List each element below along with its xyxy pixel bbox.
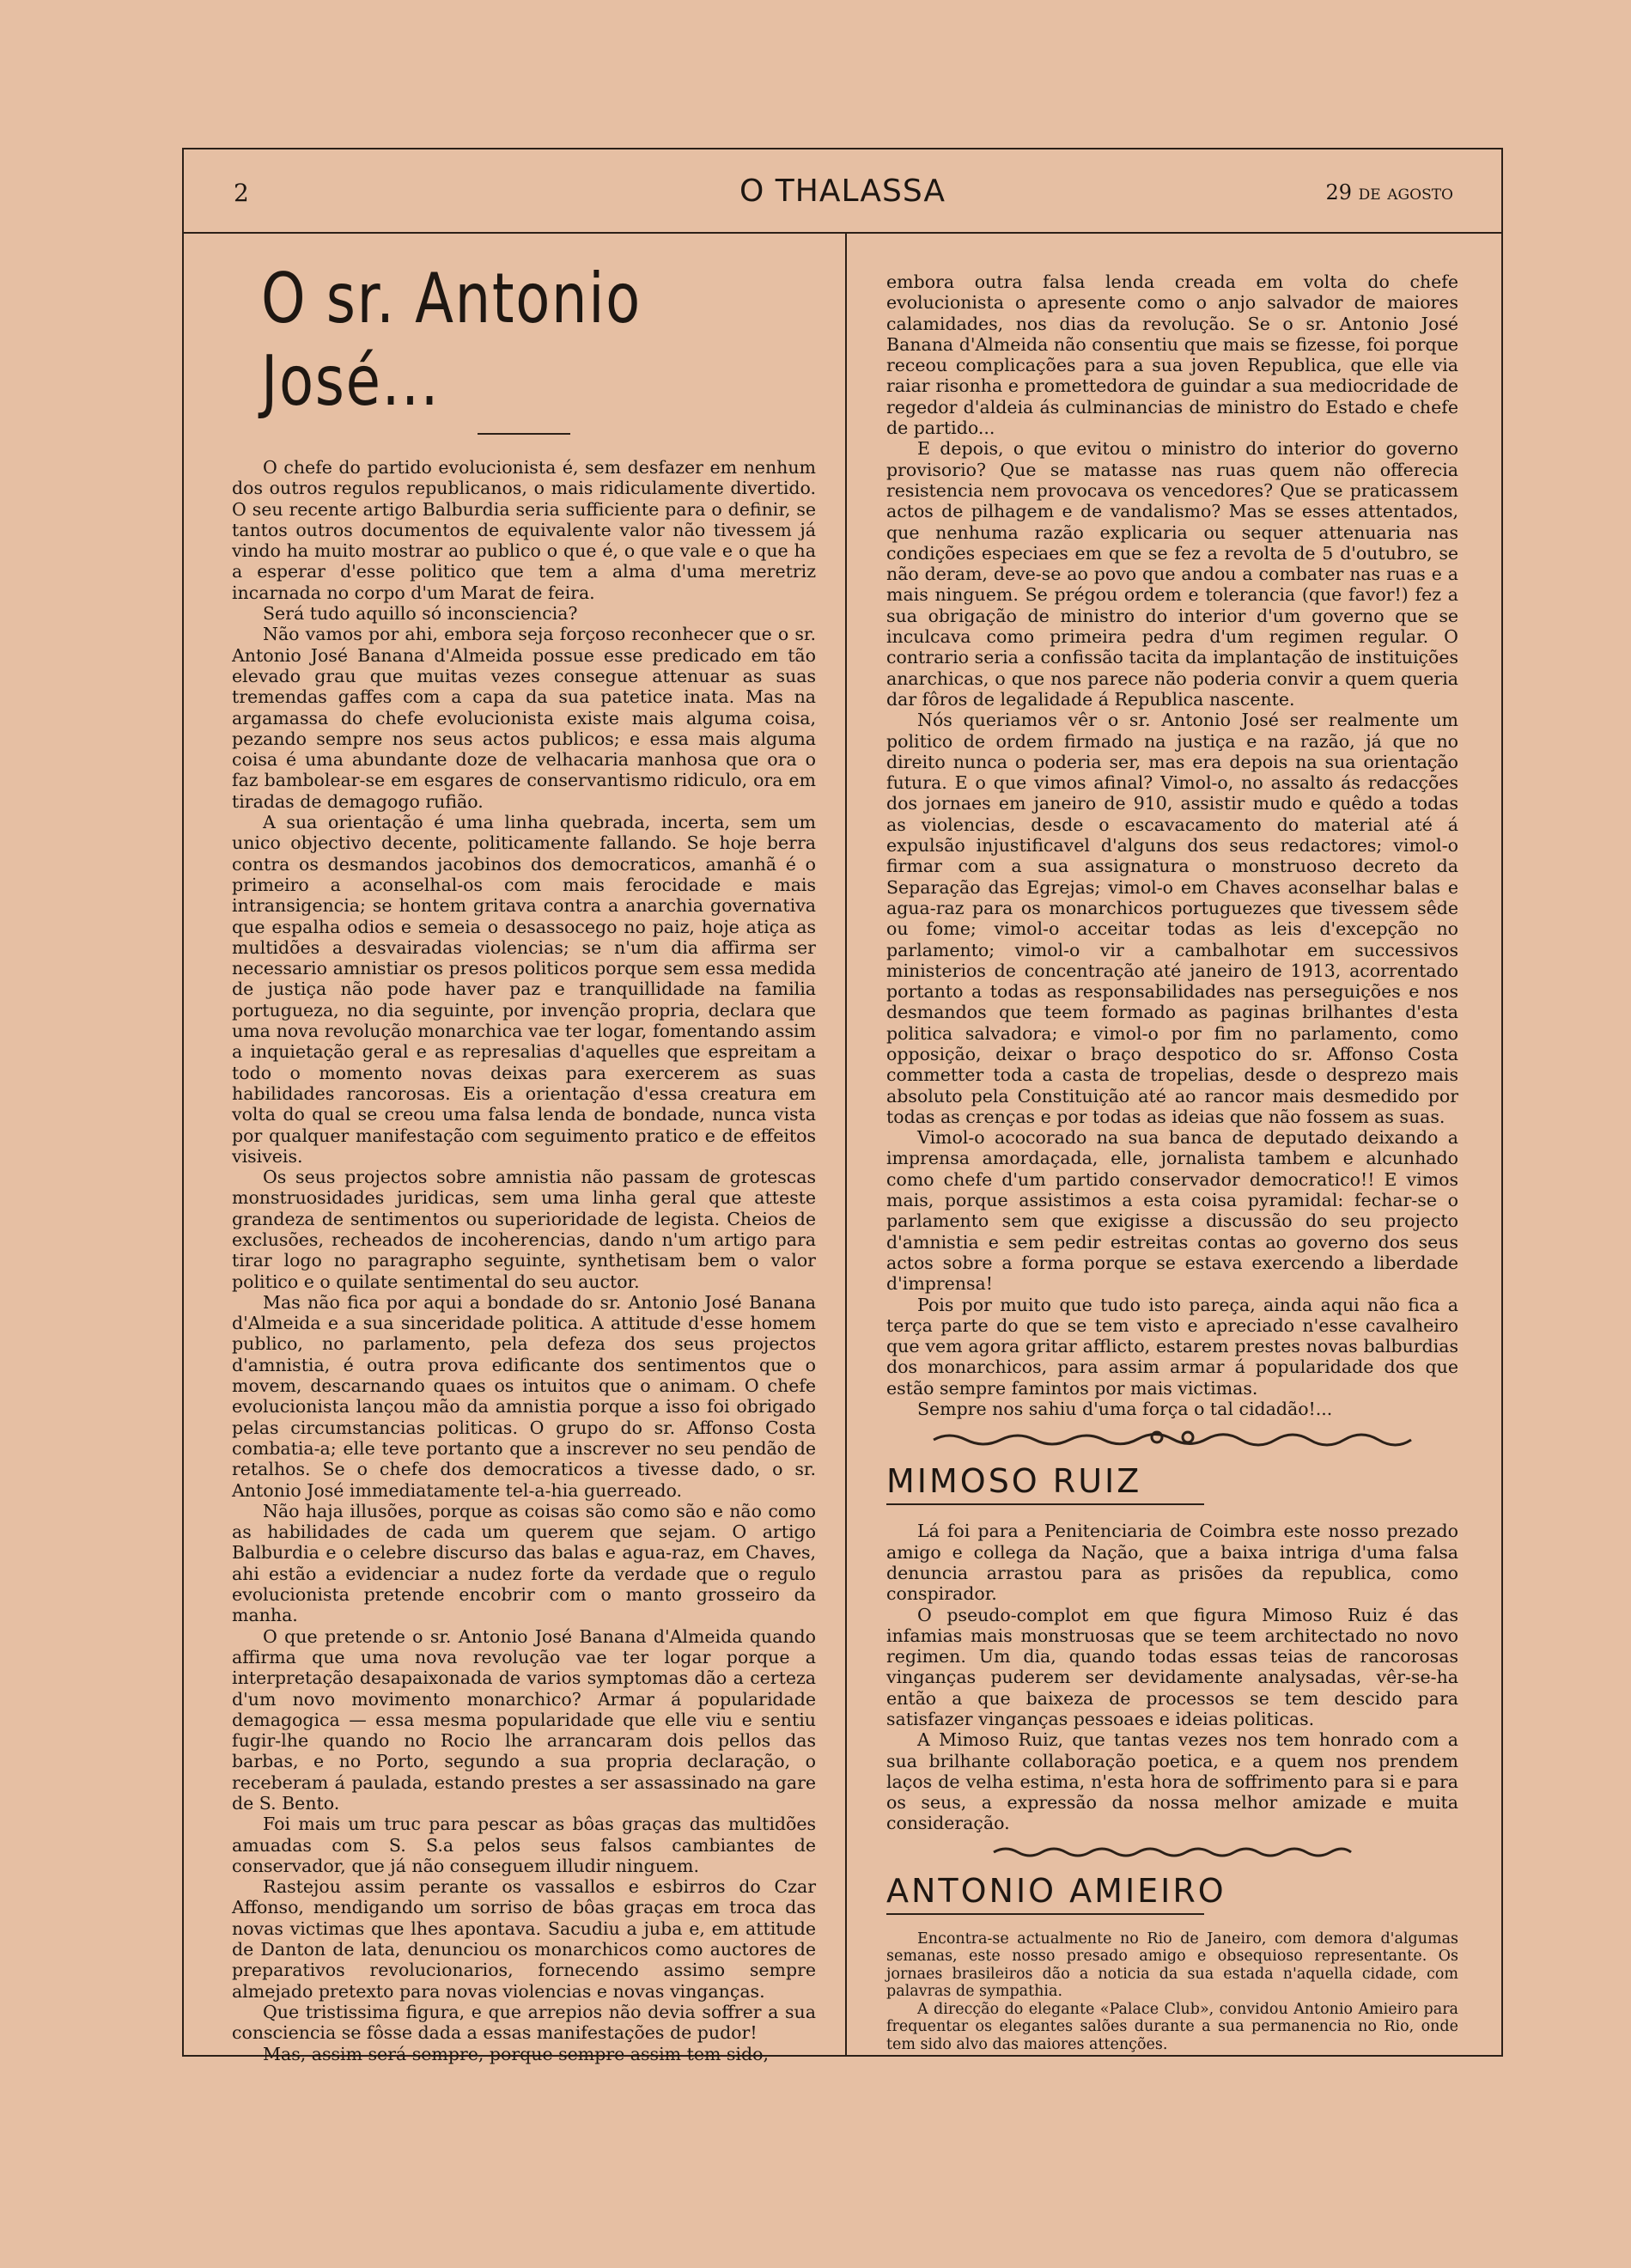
page-header — [184, 149, 1501, 234]
article-paragraph: Não haja illusões, porque as coisas são como são e não como as habilidades de cada um querem que sejam. O artigo Balburdia e o celebre discurso das balas e agua-raz, em Chaves, ahi estão a evidenciar a nudez forte da verdade que o regulo evolucionista pretende encobrir com o manto grosseiro da manha. — [232, 1500, 816, 1626]
section-heading-mimoso-ruiz: MIMOSO RUIZ — [886, 1462, 1142, 1501]
newspaper-title: O THALASSA — [739, 174, 946, 209]
article-body-left — [232, 457, 816, 2064]
page-number: 2 — [234, 179, 249, 207]
article-paragraph: O pseudo-complot em que figura Mimoso Ruiz é das infamias mais monstruosas que se teem architectado no novo regimen. Um dia, quando todas essas teias de rancorosas vinganças puderem ser devidamente analysadas, vêr-se-ha então a que baixeza de processos se tem descido para satisfazer vinganças pessoaes e ideias politicas. — [886, 1604, 1458, 1729]
headline-rule — [478, 433, 570, 435]
article-paragraph: A sua orientação é uma linha quebrada, incerta, sem um unico objectivo decente, politicamente fallando. Se hoje berra contra os desmandos jacobinos dos democraticos, amanhã é o primeiro a aconselhal-os com mais ferocidade e mais intransigencia; se hontem gritava contra a anarchia governativa que espalha odios e semeia o desassocego no paiz, hoje atiça as multidões a desvairadas violencias; se n'um dia affirma ser necessario amnistiar os presos politicos porque sem essa medida de justiça não pode haver paz e tranquillidade na familia portugueza, no dia seguinte, por invenção propria, declara que uma nova revolução monarchica vae ter logar, fomentando assim a inquietação geral e as represalias d'aquelles que espreitam a todo o momento novas deixas para exercerem as suas habilidades rancorosas. Eis a orientação d'essa creatura em volta do qual se creou uma falsa lenda de bondade, nunca vista por qualquer manifestação com seguimento pratico e de effeitos visiveis. — [232, 812, 816, 1167]
section-rule — [886, 1503, 1204, 1505]
newspaper-page — [182, 148, 1503, 2064]
article-paragraph: Que tristissima figura, e que arrepios não devia soffrer a sua consciencia se fôsse dada a essas manifestações de pudor! — [232, 2001, 816, 2044]
article-paragraph: Mas não fica por aqui a bondade do sr. Antonio José Banana d'Almeida e a sua sinceridade politica. A attitude d'esse homem publico, no parlamento, pela defeza dos seus projectos d'amnistia, é outra prova edificante dos sentimentos que o movem, descarnando quaes os intuitos que o animam. O chefe evolucionista lançou mão da amnistia porque a isso foi obrigado pelas circumstancias politicas. O grupo do sr. Affonso Costa combatia-a; elle teve portanto que a inscrever no seu pendão de retalhos. Se o chefe dos democraticos a tivesse dado, o sr. Antonio José immediatamente tel-a-hia guerreado. — [232, 1291, 816, 1501]
article-paragraph: A direcção do elegante «Palace Club», convidou Antonio Amieiro para frequentar os elegantes salões durante a sua permanencia no Rio, onde tem sido alvo das maiores attenções. — [886, 2000, 1458, 2053]
column-divider — [845, 232, 847, 2055]
article-mimoso-ruiz — [886, 1521, 1458, 1833]
article-body-right — [886, 271, 1458, 1419]
section-rule — [886, 1913, 1204, 1915]
article-paragraph: Será tudo aquillo só inconsciencia? — [263, 603, 578, 625]
article-antonio-amieiro — [886, 1930, 1458, 2054]
article-paragraph: Foi mais um truc para pescar as bôas graças das multidões amuadas com S. S.a pelos seus falsos cambiantes de conservador, que já não conseguem illudir ninguem. — [232, 1814, 816, 1876]
article-paragraph: O que pretende o sr. Antonio José Banana d'Almeida quando affirma que uma nova revolução vae ter logar porque a interpretação desapaixonada de varios symptomas dão a certeza d'um novo movimento monarchico? Armar á popularidade demagogica — essa mesma popularidade que elle viu e sentiu fugir-lhe quando no Rocio lhe arrancaram dois pellos das barbas, e no Porto, segundo a sua propria declaração, o receberam á paulada, estando prestes a ser assassinado na gare de S. Bento. — [232, 1625, 816, 1814]
article-paragraph: Encontra-se actualmente no Rio de Janeiro, com demora d'algumas semanas, este nosso presado amigo e obsequioso representante. Os jornaes brasileiros dão a noticia da sua estada n'aquella cidade, com palavras de sympathia. — [886, 1930, 1458, 2001]
article-paragraph: E depois, o que evitou o ministro do interior do governo provisorio? Que se matasse nas ruas quem não offerecia resistencia nem provocava os vencedores? Que se praticassem actos de pilhagem e de vandalismo? Mas se esses attentados, que nenhuma razão explicaria ou sequer attenuaria nas condições especiaes em que se fez a revolta de 5 d'outubro, se não deram, deve-se ao povo que andou a combater nas ruas e a mais ninguem. Se prégou ordem e tolerancia (que favor!) fez a sua obrigação de ministro do interior d'um governo que se inculcava como primeira pedra d'um regimen regular. O contrario seria a confissão tacita da implantação de instituições anarchicas, o que nos parece não poderia convir a quem queria dar fôros de legalidade á Republica nascente. — [886, 438, 1458, 710]
article-paragraph: Nós queriamos vêr o sr. Antonio José ser realmente um politico de ordem firmado na justiça e na razão, já que no direito nunca o poderia ser, mas era depois na sua orientação futura. E o que vimos afinal? Vimol-o, no assalto ás redacções dos jornaes em janeiro de 910, assistir mudo e quêdo a todas as violencias, desde o escavacamento do material até á expulsão injustificavel d'alguns dos seus redactores; vimol-o firmar com a sua assignatura o monstruoso decreto da Separação das Egrejas; vimol-o em Chaves aconselhar balas e agua-raz para os monarchicos portuguezes que tivessem sêde ou fome; vimol-o acceitar todas as leis d'excepção no parlamento; vimol-o vir a cambalhotar em successivos ministerios de concentração até janeiro de 1913, acorrentado portanto a todas as responsabilidades nas perseguições e nos desmandos que teem formado as paginas brilhantes d'esta politica salvadora; e vimol-o por fim no parlamento, como opposição, deixar o braço despotico do sr. Affonso Costa commetter toda a casta de tropelias, desde o desprezo mais absoluto pela Constituição até ao rancor mais desmedido por todas as crenças e por todas as ideias que não fossem as suas. — [886, 710, 1458, 1127]
article-paragraph: Os seus projectos sobre amnistia não passam de grotescas monstruosidades juridicas, sem uma linha geral que atteste grandeza de sentimentos ou superioridade de legista. Cheios de exclusões, recheados de incoherencias, dando n'um artigo para tirar logo no paragrapho seguinte, synthetisam bem o valor politico e o quilate sentimental do seu auctor. — [232, 1167, 816, 1292]
section-heading-antonio-amieiro: ANTONIO AMIEIRO — [886, 1871, 1226, 1910]
article-paragraph: Lá foi para a Penitenciaria de Coimbra este nosso prezado amigo e collega da Nação, que a baixa intriga d'uma falsa denuncia arrastou para as prisões da republica, como conspirador. — [886, 1521, 1458, 1605]
article-paragraph: Rastejou assim perante os vassallos e esbirros do Czar Affonso, mendigando um sorriso de bôas graças em troca das novas victimas que lhes apontava. Sacudiu a juba e, em attitude de Danton de lata, denunciou os monarchicos como auctores de preparativos revolucionarios, fornecendo assimo sempre almejado pretexto para novas violencias e novas vinganças. — [232, 1876, 816, 2002]
article-paragraph: Mas, assim será sempre, porque sempre assim tem sido, — [263, 2043, 769, 2064]
article-paragraph: embora outra falsa lenda creada em volta do chefe evolucionista o apresente como o anjo salvador de maiores calamidades, nos dias da revolução. Se o sr. Antonio José Banana d'Almeida não consentiu que mais se fizesse, foi porque receou complicações para a sua joven Republica, que elle via raiar risonha e promettedora de guindar a sua mediocridade de regedor d'aldeia ás culminancias de ministro do Estado e chefe de partido... — [886, 271, 1458, 439]
ornament-divider — [992, 1843, 1353, 1860]
left-column — [232, 258, 816, 2064]
article-paragraph: O chefe do partido evolucionista é, sem desfazer em nenhum dos outros regulos republicanos, o mais ridiculamente divertido. O seu recente artigo Balburdia seria sufficiente para o definir, se tantos outros documentos de equivalente valor não tivessem já vindo ha muito mostrar ao publico o que é, o que vale e o que ha a esperar d'esse politico que tem a alma d'uma meretriz incarnada no corpo d'um Marat de feira. — [232, 457, 816, 603]
right-column — [886, 271, 1458, 2053]
article-paragraph: Pois por muito que tudo isto pareça, ainda aqui não fica a terça parte do que se tem visto e apreciado n'esse cavalheiro que vem agora gritar afflicto, estarem prestes novas balburdias dos monarchicos, para assim armar á popularidade dos que estão sempre famintos por mais victimas. — [886, 1294, 1458, 1399]
article-headline: O sr. Antonio José... — [261, 259, 642, 421]
issue-date: 29 de agosto — [1325, 180, 1453, 204]
article-paragraph: Vimol-o acocorado na sua banca de deputado deixando a imprensa amordaçada, elle, jornalista tambem e alcunhado como chefe d'um partido conservador democratico!! E vimos mais, porque assistimos a esta coisa pyramidal: fechar-se o parlamento sem que exigisse a discussão do seu projecto d'amnistia e sem pedir estreitas contas ao governo dos seus actos sobre a forma porque se estava exercendo a liberdade d'imprensa! — [886, 1127, 1458, 1295]
article-paragraph: Sempre nos sahiu d'uma força o tal cidadão!... — [917, 1399, 1333, 1420]
article-paragraph: Não vamos por ahi, embora seja forçoso reconhecer que o sr. Antonio José Banana d'Almeida possue esse predicado em tão elevado grau que muitas vezes consegue attenuar as suas tremendas gaffes com a capa da sua patetice inata. Mas na argamassa do chefe evolucionista existe mais alguma coisa, pezando sempre nos seus actos publicos; e essa mais alguma coisa é uma abundante doze de velhacaria manhosa que ora o faz bambolear-se em esgares de conservantismo ridiculo, ora em tiradas de demagogo rufião. — [232, 624, 816, 812]
ornament-divider — [932, 1428, 1413, 1450]
article-paragraph: A Mimoso Ruiz, que tantas vezes nos tem honrado com a sua brilhante collaboração poetica, e a quem nos prendem laços de velha estima, n'esta hora de soffrimento para si e para os seus, a expressão da nossa melhor amizade e muita consideração. — [886, 1729, 1458, 1834]
